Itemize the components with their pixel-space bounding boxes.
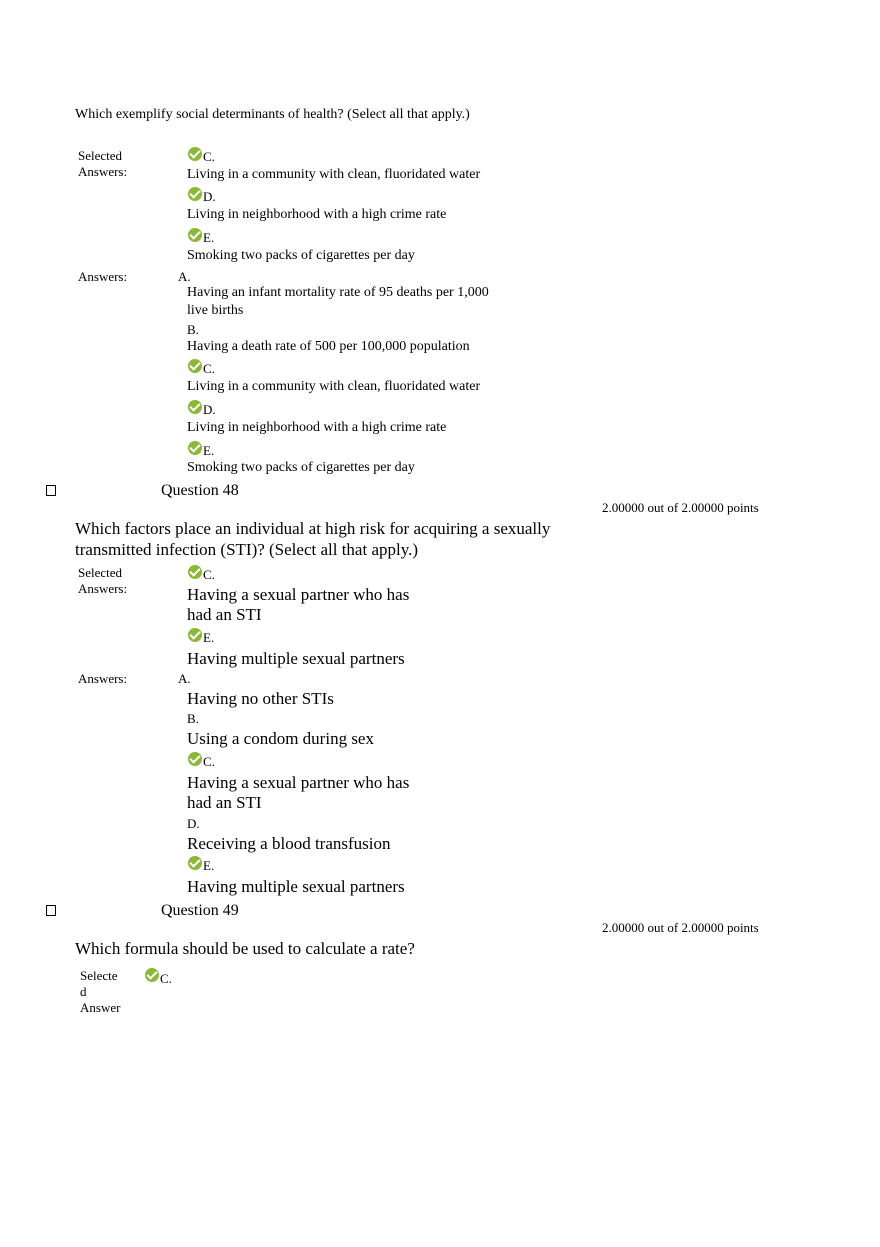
- q47-selected-label-2: Answers:: [78, 164, 128, 179]
- q48-question: Which factors place an individual at high risk for acquiring a sexually: [75, 519, 551, 538]
- q47-selected-e-text: Smoking two packs of cigarettes per day: [187, 248, 415, 263]
- q49-points: 2.00000 out of 2.00000 points: [602, 920, 759, 935]
- q47-answers-label: Answers:: [78, 269, 128, 284]
- q48-answer-d-letter: D.: [187, 816, 200, 831]
- check-icon: [188, 628, 202, 642]
- q47-answer-a-text: Having an infant mortality rate of 95 deaths per 1,000: [187, 285, 489, 300]
- check-icon: [188, 187, 202, 201]
- check-icon: [188, 565, 202, 579]
- q49-selected-label-2: d: [80, 984, 87, 999]
- q48-question-2: transmitted infection (STI)? (Select all that apply.): [75, 540, 419, 559]
- q48-selected-c-text-2: had an STI: [187, 605, 262, 624]
- q49-question: Which formula should be used to calculate a rate?: [75, 939, 415, 958]
- q48-title: Question 48: [161, 482, 239, 499]
- q47-selected-d-text: Living in neighborhood with a high crime rate: [187, 207, 447, 222]
- q47-answer-b-letter: B.: [187, 322, 199, 337]
- q48-selected-e-text: Having multiple sexual partners: [187, 649, 405, 668]
- q49-selected-c-letter: C.: [160, 971, 172, 986]
- q48-selected-label-2: Answers:: [78, 581, 128, 596]
- q48-answer-d-text: Receiving a blood transfusion: [187, 834, 391, 853]
- q48-selected-e-letter: E.: [203, 630, 215, 645]
- q48-answer-e-text: Having multiple sexual partners: [187, 877, 405, 896]
- q48-answer-c-text-2: had an STI: [187, 793, 262, 812]
- check-icon: [188, 400, 202, 414]
- q47-answer-c-letter: C.: [203, 361, 215, 376]
- q48-answer-c-text: Having a sexual partner who has: [187, 773, 410, 792]
- q47-selected-e-letter: E.: [203, 230, 215, 245]
- q48-selected-c-letter: C.: [203, 567, 215, 582]
- q48-answer-b-letter: B.: [187, 711, 199, 726]
- q47-answer-e-letter: E.: [203, 443, 215, 458]
- q49-selected-label: Selecte: [80, 968, 118, 983]
- q47-answer-a-text-2: live births: [187, 303, 244, 318]
- q47-answer-b-text: Having a death rate of 500 per 100,000 population: [187, 339, 470, 354]
- q48-selected-c-text: Having a sexual partner who has: [187, 585, 410, 604]
- q48-selected-label: Selected: [78, 565, 123, 580]
- q48-answer-a-letter: A.: [178, 671, 191, 686]
- check-icon: [188, 441, 202, 455]
- check-icon: [188, 147, 202, 161]
- q48-points: 2.00000 out of 2.00000 points: [602, 500, 759, 515]
- q47-answer-d-letter: D.: [203, 402, 216, 417]
- q49-title: Question 49: [161, 902, 239, 919]
- check-icon: [188, 856, 202, 870]
- check-icon: [188, 752, 202, 766]
- q48-answer-e-letter: E.: [203, 858, 215, 873]
- q48-answer-b-text: Using a condom during sex: [187, 729, 374, 748]
- question-marker-icon: [46, 485, 56, 496]
- q47-question: Which exemplify social determinants of health? (Select all that apply.): [75, 107, 470, 122]
- q47-answer-c-text: Living in a community with clean, fluoridated water: [187, 379, 481, 394]
- q49-selected-label-3: Answer: [80, 1000, 121, 1015]
- check-icon: [145, 968, 159, 982]
- check-icon: [188, 228, 202, 242]
- q48-answer-c-letter: C.: [203, 754, 215, 769]
- q48-answers-label: Answers:: [78, 671, 128, 686]
- q47-answer-e-text: Smoking two packs of cigarettes per day: [187, 460, 415, 475]
- q47-selected-label: Selected: [78, 148, 123, 163]
- q47-selected-d-letter: D.: [203, 189, 216, 204]
- q47-answer-d-text: Living in neighborhood with a high crime rate: [187, 420, 447, 435]
- question-marker-icon: [46, 905, 56, 916]
- check-icon: [188, 359, 202, 373]
- q47-selected-c-text: Living in a community with clean, fluoridated water: [187, 167, 481, 182]
- q47-selected-c-letter: C.: [203, 149, 215, 164]
- q48-answer-a-text: Having no other STIs: [187, 689, 334, 708]
- q47-answer-a-letter: A.: [178, 269, 191, 284]
